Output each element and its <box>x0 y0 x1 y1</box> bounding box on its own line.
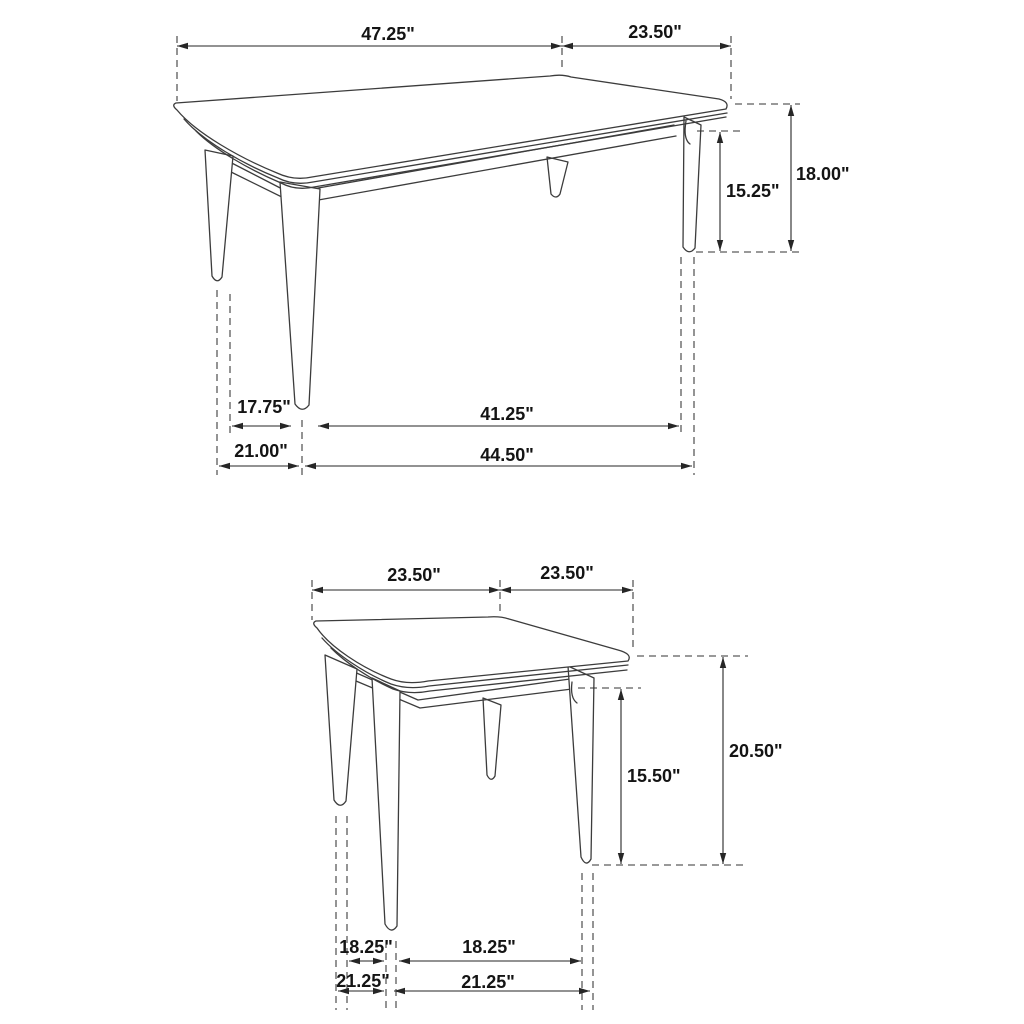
dim-label-overall-height: 18.00" <box>796 164 850 184</box>
end-table-back-leg <box>483 698 501 779</box>
dim-label-leg-span-depth-outer: 21.00" <box>234 441 288 461</box>
coffee-table-model <box>174 75 727 409</box>
dim-label-leg-span-length-outer: 44.50" <box>480 445 534 465</box>
dim-label-leg-span-depth-inner: 17.75" <box>237 397 291 417</box>
end-table-front-leg <box>372 678 400 930</box>
dim-label-top-depth: 23.50" <box>628 22 682 42</box>
dim-label-leg-span-depth-outer: 21.25" <box>336 971 390 991</box>
end-table-drawing <box>312 563 783 1010</box>
coffee-table-left-leg <box>205 150 233 281</box>
end-table-left-leg <box>325 655 357 805</box>
dim-label-leg-span-length-inner: 18.25" <box>462 937 516 957</box>
dim-label-overall-height: 20.50" <box>729 741 783 761</box>
dim-label-leg-span-depth-inner: 18.25" <box>339 937 393 957</box>
dim-label-leg-span-length-outer: 21.25" <box>461 972 515 992</box>
dim-label-top-length: 23.50" <box>387 565 441 585</box>
end-table-model <box>314 617 630 930</box>
coffee-table-drawing <box>174 22 850 475</box>
dim-label-floor-clearance: 15.50" <box>627 766 681 786</box>
dim-label-leg-span-length-inner: 41.25" <box>480 404 534 424</box>
dim-label-floor-clearance: 15.25" <box>726 181 780 201</box>
coffee-table-back-leg <box>547 157 568 197</box>
dim-label-top-length: 47.25" <box>361 24 415 44</box>
coffee-table-front-leg <box>280 182 320 409</box>
dim-label-top-depth: 23.50" <box>540 563 594 583</box>
